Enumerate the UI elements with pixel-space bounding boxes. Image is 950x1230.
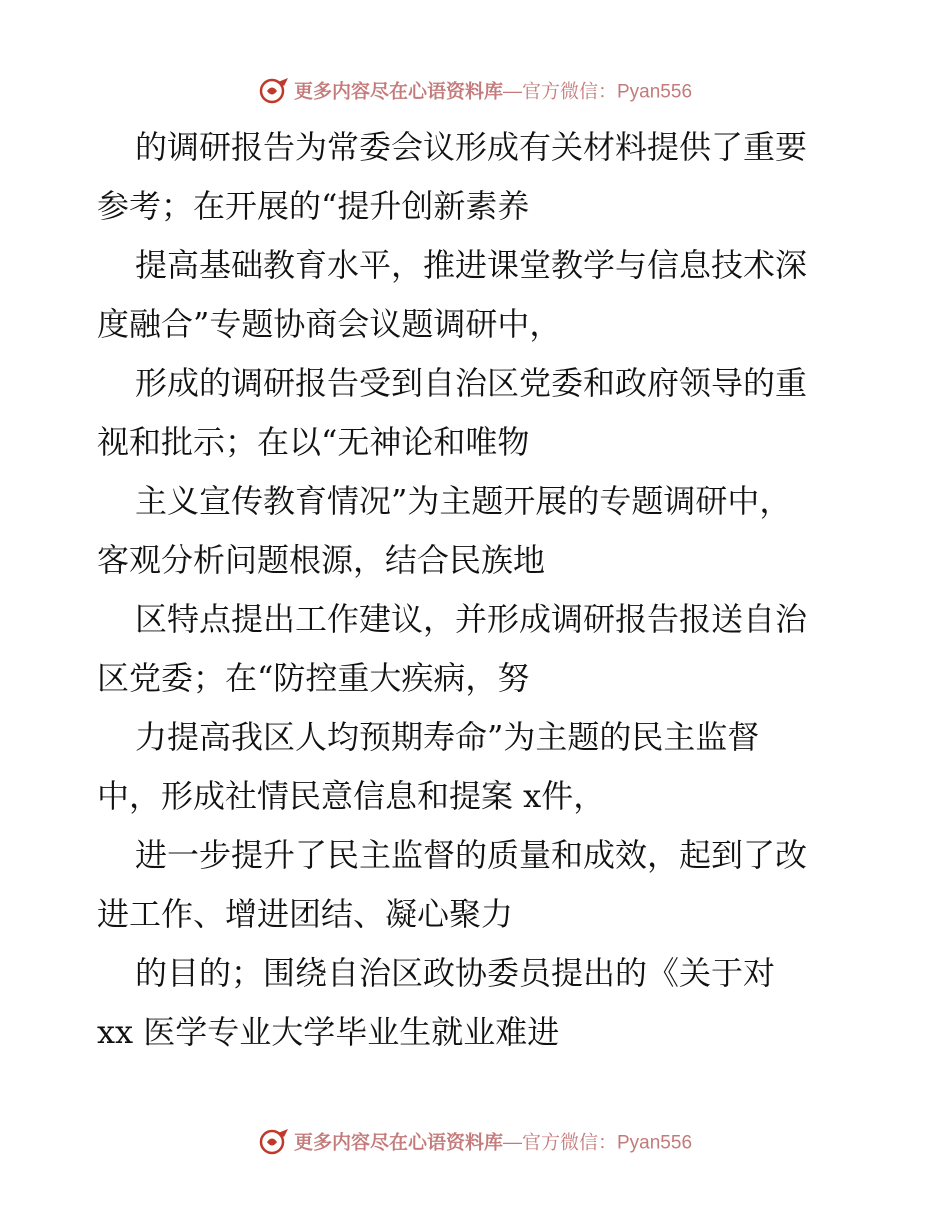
- paragraph: [97, 472, 857, 590]
- text-line: 度融合”专题协商会议题调研中，: [97, 305, 562, 343]
- text-line: 的调研报告为常委会议形成有关材料提供了重要: [135, 128, 808, 166]
- watermark-contact-text: —官方微信：Pyan556: [503, 81, 693, 103]
- text-line: 形成的调研报告受到自治区党委和政府领导的重: [135, 364, 808, 402]
- watermark-contact-text: —官方微信：Pyan556: [503, 1132, 693, 1154]
- text-line: 区特点提出工作建议，并形成调研报告报送自治: [135, 600, 808, 638]
- paragraph: [97, 590, 857, 708]
- text-line: 力提高我区人均预期寿命”为主题的民主监督: [135, 718, 760, 756]
- text-line: xx 医学专业大学毕业生就业难进: [97, 1013, 560, 1051]
- text-line: 主义宣传教育情况”为主题开展的专题调研中，: [135, 482, 792, 520]
- text-line: 中，形成社情民意信息和提案 x件，: [97, 777, 606, 815]
- watermark-brand-text: 更多内容尽在心语资料库: [293, 80, 503, 103]
- text-line: 进工作、增进团结、凝心聚力: [97, 895, 514, 933]
- paragraph: [97, 944, 857, 1062]
- paragraph: [97, 708, 857, 826]
- footer-watermark: [0, 1127, 950, 1155]
- watermark-brand-text: 更多内容尽在心语资料库: [293, 1131, 503, 1154]
- text-line: 客观分析问题根源，结合民族地: [97, 541, 546, 579]
- paragraph: [97, 354, 857, 472]
- text-line: 的目的；围绕自治区政协委员提出的《关于对: [135, 954, 776, 992]
- text-line: 提高基础教育水平，推进课堂教学与信息技术深: [135, 246, 808, 284]
- paragraph: [97, 118, 857, 236]
- brand-logo-icon: [258, 1127, 290, 1155]
- header-watermark: [0, 76, 950, 104]
- text-line: 区党委；在“防控重大疾病，努: [97, 659, 530, 697]
- text-line: 参考；在开展的“提升创新素养: [97, 187, 530, 225]
- paragraph: [97, 826, 857, 944]
- text-line: 进一步提升了民主监督的质量和成效，起到了改: [135, 836, 808, 874]
- text-line: 视和批示；在以“无神论和唯物: [97, 423, 530, 461]
- paragraph: [97, 236, 857, 354]
- document-body: [97, 118, 857, 1062]
- brand-logo-icon: [258, 76, 290, 104]
